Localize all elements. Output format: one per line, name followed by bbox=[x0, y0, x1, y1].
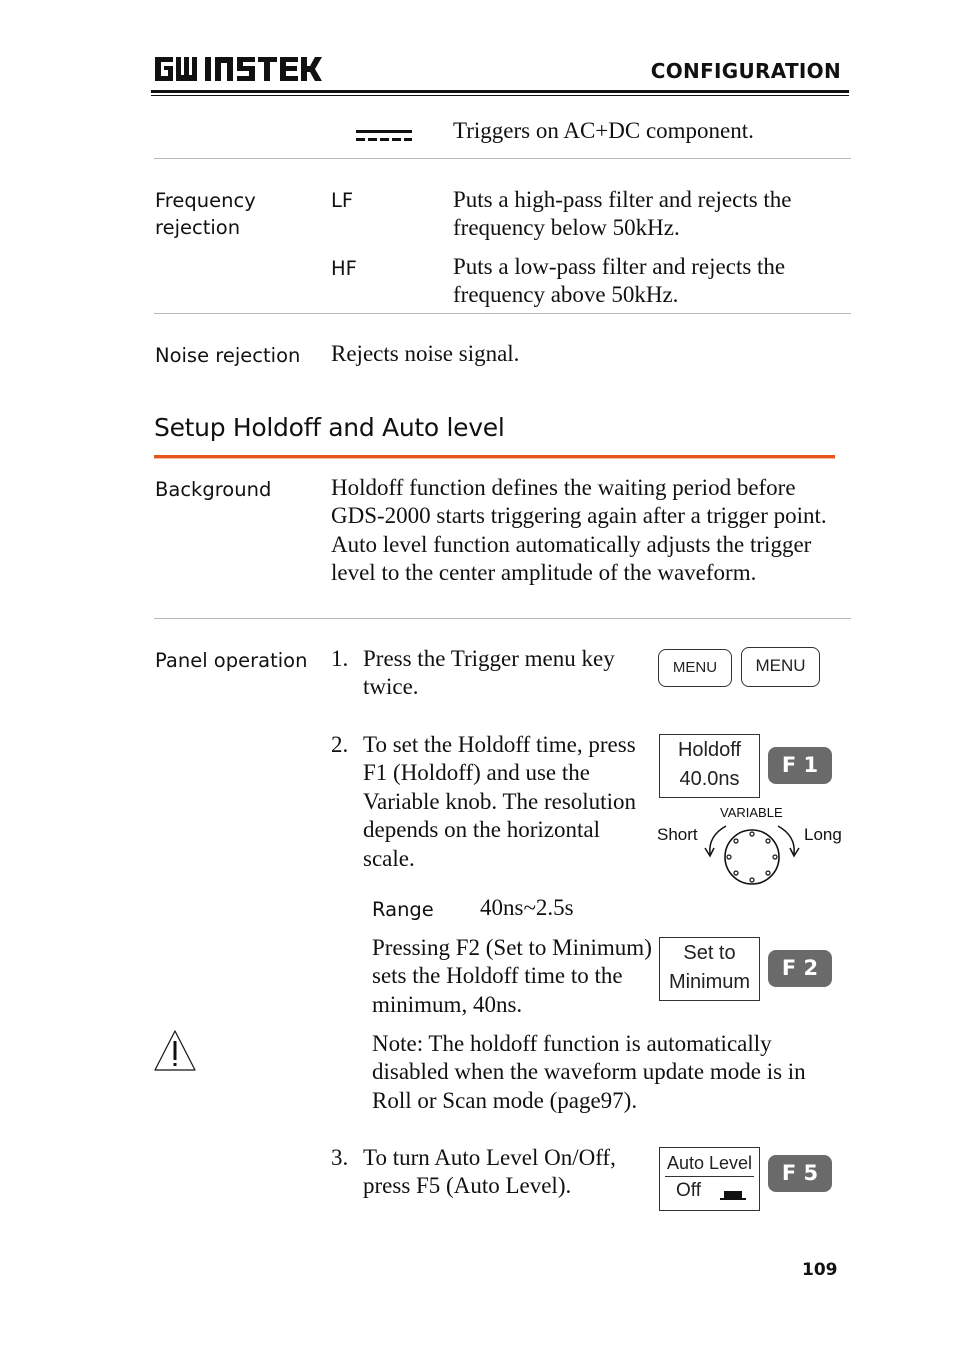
holdoff-softkey[interactable] bbox=[659, 734, 760, 798]
ac-dc-coupling-icon bbox=[355, 128, 413, 144]
holdoff-note: Note: The holdoff function is automatically disabled when the waveform update mode is in Roll or Scan mode (page97). bbox=[372, 1031, 806, 1113]
panel-operation-label: Panel operation bbox=[155, 649, 308, 672]
set-to-minimum-softkey[interactable] bbox=[659, 937, 760, 1001]
step-3-number: 3. bbox=[331, 1145, 349, 1170]
menu-key-2[interactable] bbox=[741, 647, 820, 687]
auto-level-label: Auto Level bbox=[665, 1153, 754, 1177]
f2-button[interactable]: F 2 bbox=[768, 950, 832, 987]
divider bbox=[154, 313, 851, 314]
step-3-text: To turn Auto Level On/Off, press F5 (Auto Level). bbox=[363, 1145, 616, 1199]
auto-level-value-row bbox=[660, 1177, 759, 1205]
step-1-text: Press the Trigger menu key twice. bbox=[363, 646, 615, 700]
coupling-description: Triggers on AC+DC component. bbox=[453, 118, 754, 143]
heading-underline bbox=[154, 455, 835, 459]
auto-level-softkey[interactable] bbox=[659, 1147, 760, 1211]
f2-description: Pressing F2 (Set to Minimum) sets the Holdoff time to the minimum, 40ns. bbox=[372, 935, 652, 1017]
section-heading: Setup Holdoff and Auto level bbox=[154, 413, 505, 442]
divider bbox=[154, 158, 851, 159]
off-indicator-icon bbox=[720, 1190, 746, 1200]
page-number: 109 bbox=[802, 1260, 838, 1280]
knob-long-label: Long bbox=[804, 825, 842, 844]
option-hf-description: Puts a low-pass filter and rejects the frequency above 50kHz. bbox=[453, 254, 786, 308]
step-2-text: To set the Holdoff time, press F1 (Holdoff) and use the Variable knob. The resolution depends on the horizontal scale. bbox=[363, 732, 636, 871]
header-rule-thin bbox=[151, 95, 849, 96]
option-lf-description: Puts a high-pass filter and rejects the frequency below 50kHz. bbox=[453, 187, 792, 241]
frequency-rejection-label: Frequency rejection bbox=[155, 189, 256, 239]
variable-knob-icon[interactable] bbox=[700, 818, 804, 888]
step-2-number: 2. bbox=[331, 732, 349, 757]
header-rule bbox=[151, 90, 849, 93]
holdoff-softkey-label: Holdoff bbox=[677, 739, 741, 761]
set-to-minimum-line2: Minimum bbox=[668, 971, 751, 993]
section-title: CONFIGURATION bbox=[650, 59, 841, 83]
set-to-minimum-line1: Set to bbox=[683, 942, 736, 964]
menu-key-1-label: MENU bbox=[672, 659, 718, 676]
menu-key-1[interactable] bbox=[658, 649, 732, 687]
range-value: 40ns~2.5s bbox=[480, 895, 574, 920]
auto-level-value: Off bbox=[676, 1180, 701, 1201]
option-hf: HF bbox=[331, 257, 357, 280]
warning-icon bbox=[153, 1029, 197, 1073]
step-1-number: 1. bbox=[331, 646, 349, 671]
knob-variable-label: VARIABLE bbox=[720, 805, 783, 820]
noise-rejection-label: Noise rejection bbox=[155, 344, 301, 367]
gw-instek-logo bbox=[153, 55, 323, 83]
range-label: Range bbox=[372, 898, 434, 921]
f1-button[interactable]: F 1 bbox=[768, 747, 832, 784]
noise-rejection-description: Rejects noise signal. bbox=[331, 341, 520, 366]
background-label: Background bbox=[155, 478, 272, 501]
f5-button[interactable]: F 5 bbox=[768, 1155, 832, 1192]
divider bbox=[154, 618, 851, 619]
background-text: Holdoff function defines the waiting period before GDS-2000 starts triggering again after a trigger point. Auto level function automatically adjusts the trigger level to the center amplitude of the waveform. bbox=[331, 475, 827, 586]
option-lf: LF bbox=[331, 189, 354, 212]
knob-short-label: Short bbox=[657, 825, 698, 844]
menu-key-2-label: MENU bbox=[755, 656, 806, 675]
holdoff-softkey-value: 40.0ns bbox=[679, 768, 740, 790]
